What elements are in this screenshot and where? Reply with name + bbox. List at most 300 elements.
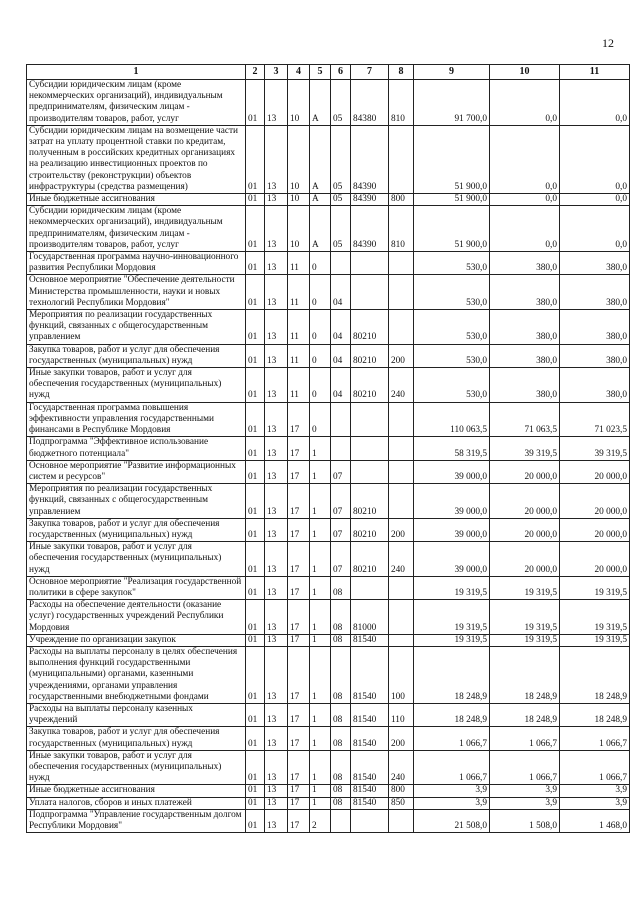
amount-cell: 0,0 <box>560 194 630 206</box>
table-row <box>27 797 630 809</box>
code-cell: 1 <box>310 600 331 635</box>
code-cell: 200 <box>389 727 414 750</box>
amount-cell: 380,0 <box>560 344 630 367</box>
code-cell: 17 <box>288 600 310 635</box>
code-cell: 240 <box>389 368 414 403</box>
row-name-cell: Мероприятия по реализации государственных функций, связанных с общегосударственным управлением <box>27 484 246 519</box>
code-cell: 17 <box>288 460 310 483</box>
code-cell: 1 <box>310 542 331 577</box>
code-cell: 04 <box>331 344 351 367</box>
code-cell: 80210 <box>351 484 389 519</box>
code-cell: 17 <box>288 402 310 437</box>
table-row <box>27 750 630 785</box>
amount-cell: 19 319,5 <box>490 576 560 599</box>
table-row <box>27 252 630 275</box>
amount-cell: 1 066,7 <box>560 727 630 750</box>
row-name-cell: Субсидии юридическим лицам (кроме некоммерческих организаций), индивидуальным предпринимателям, физическим лицам - производителям товаров, работ, услуг <box>27 80 246 126</box>
code-cell: 01 <box>246 542 265 577</box>
amount-cell: 1 468,0 <box>560 809 630 832</box>
code-cell: 05 <box>331 194 351 206</box>
amount-cell: 18 248,9 <box>560 646 630 703</box>
code-cell: 08 <box>331 646 351 703</box>
code-cell: 1 <box>310 785 331 797</box>
code-cell: 81540 <box>351 703 389 726</box>
code-cell: 81540 <box>351 750 389 785</box>
amount-cell: 380,0 <box>490 275 560 310</box>
code-cell: 01 <box>246 80 265 126</box>
code-cell: 13 <box>265 785 288 797</box>
code-cell: 08 <box>331 576 351 599</box>
code-cell: 13 <box>265 344 288 367</box>
amount-cell: 19 319,5 <box>490 600 560 635</box>
amount-cell: 18 248,9 <box>414 703 490 726</box>
code-cell: А <box>310 206 331 252</box>
amount-cell: 3,9 <box>490 785 560 797</box>
code-cell: 84390 <box>351 125 389 193</box>
code-cell: 17 <box>288 542 310 577</box>
table-row <box>27 727 630 750</box>
table-row <box>27 518 630 541</box>
amount-cell: 39 000,0 <box>414 542 490 577</box>
amount-cell: 58 319,5 <box>414 437 490 460</box>
code-cell <box>351 275 389 310</box>
amount-cell: 18 248,9 <box>414 646 490 703</box>
code-cell: 850 <box>389 797 414 809</box>
row-name-cell: Иные закупки товаров, работ и услуг для обеспечения государственных (муниципальных) нужд <box>27 368 246 403</box>
code-cell: 0 <box>310 275 331 310</box>
code-cell: 17 <box>288 750 310 785</box>
code-cell <box>389 437 414 460</box>
code-cell <box>351 460 389 483</box>
code-cell: 1 <box>310 727 331 750</box>
code-cell: 13 <box>265 368 288 403</box>
code-cell: 08 <box>331 797 351 809</box>
code-cell: 17 <box>288 576 310 599</box>
code-cell: 04 <box>331 368 351 403</box>
amount-cell: 39 319,5 <box>490 437 560 460</box>
code-cell: 08 <box>331 600 351 635</box>
code-cell: 10 <box>288 80 310 126</box>
code-cell: 17 <box>288 809 310 832</box>
code-cell: 80210 <box>351 542 389 577</box>
code-cell: 01 <box>246 402 265 437</box>
amount-cell: 0,0 <box>490 194 560 206</box>
code-cell <box>389 460 414 483</box>
budget-table <box>26 64 630 833</box>
code-cell: 05 <box>331 125 351 193</box>
code-cell: 1 <box>310 634 331 646</box>
amount-cell: 39 000,0 <box>414 484 490 519</box>
code-cell: 13 <box>265 310 288 345</box>
code-cell: 08 <box>331 750 351 785</box>
code-cell: 13 <box>265 275 288 310</box>
row-name-cell: Основное мероприятие "Развитие информационных систем и ресурсов" <box>27 460 246 483</box>
amount-cell: 530,0 <box>414 275 490 310</box>
code-cell: 81540 <box>351 797 389 809</box>
amount-cell: 19 319,5 <box>414 634 490 646</box>
amount-cell: 3,9 <box>414 797 490 809</box>
column-header: 2 <box>246 65 265 80</box>
amount-cell: 18 248,9 <box>490 646 560 703</box>
code-cell: 01 <box>246 646 265 703</box>
amount-cell: 530,0 <box>414 344 490 367</box>
table-row <box>27 402 630 437</box>
amount-cell: 1 066,7 <box>414 727 490 750</box>
amount-cell: 20 000,0 <box>560 542 630 577</box>
header-row <box>27 65 630 80</box>
amount-cell: 18 248,9 <box>490 703 560 726</box>
code-cell: 01 <box>246 703 265 726</box>
table-row <box>27 80 630 126</box>
amount-cell: 20 000,0 <box>560 518 630 541</box>
code-cell: 01 <box>246 634 265 646</box>
amount-cell: 1 066,7 <box>490 727 560 750</box>
code-cell <box>389 402 414 437</box>
code-cell: 17 <box>288 727 310 750</box>
code-cell: 01 <box>246 125 265 193</box>
code-cell <box>351 576 389 599</box>
code-cell: 01 <box>246 460 265 483</box>
code-cell: 200 <box>389 344 414 367</box>
column-header: 11 <box>560 65 630 80</box>
amount-cell: 1 508,0 <box>490 809 560 832</box>
code-cell: 07 <box>331 460 351 483</box>
code-cell <box>389 275 414 310</box>
code-cell: 13 <box>265 703 288 726</box>
amount-cell: 19 319,5 <box>560 576 630 599</box>
code-cell: 01 <box>246 600 265 635</box>
amount-cell: 51 900,0 <box>414 125 490 193</box>
code-cell: 17 <box>288 797 310 809</box>
column-header: 4 <box>288 65 310 80</box>
code-cell: 01 <box>246 368 265 403</box>
code-cell: 01 <box>246 194 265 206</box>
table-row <box>27 437 630 460</box>
amount-cell: 380,0 <box>560 275 630 310</box>
code-cell: 0 <box>310 344 331 367</box>
column-header: 8 <box>389 65 414 80</box>
row-name-cell: Расходы на обеспечение деятельности (оказание услуг) государственных учреждений Республики Мордовия <box>27 600 246 635</box>
amount-cell: 19 319,5 <box>414 600 490 635</box>
amount-cell: 18 248,9 <box>560 703 630 726</box>
code-cell: 13 <box>265 542 288 577</box>
code-cell: 13 <box>265 634 288 646</box>
row-name-cell: Государственная программа научно-инновационного развития Республики Мордовия <box>27 252 246 275</box>
amount-cell: 380,0 <box>490 368 560 403</box>
code-cell: 13 <box>265 252 288 275</box>
amount-cell: 0,0 <box>490 80 560 126</box>
code-cell <box>389 809 414 832</box>
code-cell: 13 <box>265 797 288 809</box>
code-cell: 13 <box>265 750 288 785</box>
amount-cell: 20 000,0 <box>490 460 560 483</box>
code-cell: 81540 <box>351 727 389 750</box>
column-header: 9 <box>414 65 490 80</box>
code-cell <box>389 484 414 519</box>
row-name-cell: Субсидии юридическим лицам (кроме некоммерческих организаций), индивидуальным предпринимателям, физическим лицам - производителям товаров, работ, услуг <box>27 206 246 252</box>
code-cell: 80210 <box>351 518 389 541</box>
code-cell: 13 <box>265 125 288 193</box>
table-row <box>27 368 630 403</box>
code-cell: 13 <box>265 646 288 703</box>
code-cell: 13 <box>265 727 288 750</box>
code-cell: 01 <box>246 727 265 750</box>
code-cell: 01 <box>246 252 265 275</box>
code-cell: 80210 <box>351 310 389 345</box>
code-cell: 17 <box>288 437 310 460</box>
code-cell: 05 <box>331 206 351 252</box>
column-header: 7 <box>351 65 389 80</box>
code-cell: 80210 <box>351 368 389 403</box>
code-cell: 1 <box>310 460 331 483</box>
row-name-cell: Закупка товаров, работ и услуг для обеспечения государственных (муниципальных) нужд <box>27 344 246 367</box>
code-cell: 100 <box>389 646 414 703</box>
amount-cell: 39 000,0 <box>414 460 490 483</box>
code-cell: 13 <box>265 194 288 206</box>
row-name-cell: Государственная программа повышения эффективности управления государственными финансами в Республике Мордовия <box>27 402 246 437</box>
code-cell: 13 <box>265 600 288 635</box>
code-cell: 01 <box>246 518 265 541</box>
code-cell <box>389 634 414 646</box>
code-cell: 200 <box>389 518 414 541</box>
code-cell: 17 <box>288 518 310 541</box>
code-cell: 81540 <box>351 646 389 703</box>
code-cell: 01 <box>246 310 265 345</box>
code-cell: 11 <box>288 252 310 275</box>
code-cell: 800 <box>389 194 414 206</box>
row-name-cell: Закупка товаров, работ и услуг для обеспечения государственных (муниципальных) нужд <box>27 727 246 750</box>
amount-cell: 21 508,0 <box>414 809 490 832</box>
column-header: 6 <box>331 65 351 80</box>
code-cell: 01 <box>246 785 265 797</box>
table-row <box>27 646 630 703</box>
table-row <box>27 275 630 310</box>
code-cell: А <box>310 80 331 126</box>
amount-cell: 19 319,5 <box>560 600 630 635</box>
amount-cell: 3,9 <box>560 797 630 809</box>
code-cell: 810 <box>389 206 414 252</box>
code-cell: 1 <box>310 484 331 519</box>
column-header: 1 <box>27 65 246 80</box>
code-cell: 13 <box>265 484 288 519</box>
amount-cell: 19 319,5 <box>490 634 560 646</box>
code-cell: 81540 <box>351 785 389 797</box>
row-name-cell: Мероприятия по реализации государственных функций, связанных с общегосударственным управлением <box>27 310 246 345</box>
code-cell <box>351 402 389 437</box>
row-name-cell: Закупка товаров, работ и услуг для обеспечения государственных (муниципальных) нужд <box>27 518 246 541</box>
code-cell: 81540 <box>351 634 389 646</box>
code-cell: 10 <box>288 125 310 193</box>
code-cell: 240 <box>389 750 414 785</box>
code-cell <box>389 125 414 193</box>
amount-cell: 380,0 <box>490 252 560 275</box>
code-cell: 0 <box>310 252 331 275</box>
table-row <box>27 206 630 252</box>
code-cell <box>331 402 351 437</box>
amount-cell: 3,9 <box>490 797 560 809</box>
table-row <box>27 460 630 483</box>
code-cell: А <box>310 125 331 193</box>
amount-cell: 20 000,0 <box>560 460 630 483</box>
row-name-cell: Основное мероприятие "Реализация государственной политики в сфере закупок" <box>27 576 246 599</box>
code-cell: 1 <box>310 518 331 541</box>
code-cell: 01 <box>246 750 265 785</box>
page-number: 12 <box>602 36 614 50</box>
code-cell: 01 <box>246 275 265 310</box>
code-cell: 13 <box>265 437 288 460</box>
code-cell: 0 <box>310 402 331 437</box>
code-cell: 17 <box>288 484 310 519</box>
code-cell: 17 <box>288 703 310 726</box>
amount-cell: 19 319,5 <box>414 576 490 599</box>
amount-cell: 39 000,0 <box>414 518 490 541</box>
amount-cell: 530,0 <box>414 368 490 403</box>
row-name-cell: Расходы на выплаты персоналу казенных учреждений <box>27 703 246 726</box>
amount-cell: 380,0 <box>560 252 630 275</box>
code-cell <box>351 252 389 275</box>
code-cell <box>331 252 351 275</box>
amount-cell: 91 700,0 <box>414 80 490 126</box>
code-cell: 01 <box>246 484 265 519</box>
row-name-cell: Подпрограмма "Управление государственным долгом Республики Мордовия" <box>27 809 246 832</box>
code-cell: 11 <box>288 310 310 345</box>
column-header: 10 <box>490 65 560 80</box>
code-cell: 17 <box>288 646 310 703</box>
amount-cell: 71 023,5 <box>560 402 630 437</box>
code-cell: 08 <box>331 727 351 750</box>
row-name-cell: Субсидии юридическим лицам на возмещение части затрат на уплату процентной ставки по кредитам, полученным в российских кредитных организациях на реализацию инвестиционных проектов по строительству (реконструкции) объектов инфраструктуры (средства размещения) <box>27 125 246 193</box>
code-cell <box>331 437 351 460</box>
code-cell: 07 <box>331 484 351 519</box>
code-cell: 13 <box>265 402 288 437</box>
row-name-cell: Подпрограмма "Эффективное использование бюджетного потенциала" <box>27 437 246 460</box>
table-row <box>27 785 630 797</box>
amount-cell: 1 066,7 <box>490 750 560 785</box>
amount-cell: 110 063,5 <box>414 402 490 437</box>
code-cell <box>389 600 414 635</box>
table-row <box>27 125 630 193</box>
row-name-cell: Иные закупки товаров, работ и услуг для обеспечения государственных (муниципальных) нужд <box>27 542 246 577</box>
amount-cell: 380,0 <box>490 344 560 367</box>
column-header: 3 <box>265 65 288 80</box>
code-cell: 1 <box>310 750 331 785</box>
table-row <box>27 310 630 345</box>
table-row <box>27 344 630 367</box>
code-cell: 1 <box>310 437 331 460</box>
row-name-cell: Иные закупки товаров, работ и услуг для обеспечения государственных (муниципальных) нужд <box>27 750 246 785</box>
code-cell: 01 <box>246 344 265 367</box>
code-cell <box>389 576 414 599</box>
code-cell: 08 <box>331 703 351 726</box>
code-cell: А <box>310 194 331 206</box>
code-cell: 04 <box>331 310 351 345</box>
row-name-cell: Основное мероприятие "Обеспечение деятельности Министерства промышленности, науки и новых технологий Республики Мордовия" <box>27 275 246 310</box>
amount-cell: 380,0 <box>560 368 630 403</box>
code-cell: 04 <box>331 275 351 310</box>
code-cell: 81000 <box>351 600 389 635</box>
code-cell: 10 <box>288 194 310 206</box>
amount-cell: 20 000,0 <box>490 484 560 519</box>
code-cell: 13 <box>265 460 288 483</box>
code-cell: 17 <box>288 785 310 797</box>
code-cell: 13 <box>265 206 288 252</box>
row-name-cell: Уплата налогов, сборов и иных платежей <box>27 797 246 809</box>
row-name-cell: Иные бюджетные ассигнования <box>27 785 246 797</box>
amount-cell: 0,0 <box>490 125 560 193</box>
code-cell: 11 <box>288 275 310 310</box>
amount-cell: 71 063,5 <box>490 402 560 437</box>
row-name-cell: Учреждение по организации закупок <box>27 634 246 646</box>
amount-cell: 20 000,0 <box>560 484 630 519</box>
code-cell: 17 <box>288 634 310 646</box>
code-cell: 0 <box>310 368 331 403</box>
code-cell: 07 <box>331 518 351 541</box>
code-cell: 84390 <box>351 206 389 252</box>
amount-cell: 0,0 <box>560 125 630 193</box>
amount-cell: 1 066,7 <box>560 750 630 785</box>
amount-cell: 3,9 <box>560 785 630 797</box>
code-cell: 1 <box>310 703 331 726</box>
code-cell: 84390 <box>351 194 389 206</box>
table-row <box>27 484 630 519</box>
table-row <box>27 542 630 577</box>
code-cell <box>351 809 389 832</box>
amount-cell: 3,9 <box>414 785 490 797</box>
code-cell: 13 <box>265 576 288 599</box>
code-cell: 110 <box>389 703 414 726</box>
amount-cell: 39 319,5 <box>560 437 630 460</box>
table-row <box>27 809 630 832</box>
amount-cell: 0,0 <box>560 80 630 126</box>
amount-cell: 0,0 <box>490 206 560 252</box>
amount-cell: 19 319,5 <box>560 634 630 646</box>
code-cell <box>389 310 414 345</box>
code-cell <box>351 437 389 460</box>
code-cell: 84380 <box>351 80 389 126</box>
amount-cell: 530,0 <box>414 310 490 345</box>
code-cell: 11 <box>288 368 310 403</box>
amount-cell: 0,0 <box>560 206 630 252</box>
amount-cell: 380,0 <box>560 310 630 345</box>
amount-cell: 51 900,0 <box>414 194 490 206</box>
code-cell <box>389 252 414 275</box>
code-cell: 240 <box>389 542 414 577</box>
table-row <box>27 576 630 599</box>
code-cell: 01 <box>246 206 265 252</box>
code-cell: 1 <box>310 646 331 703</box>
amount-cell: 20 000,0 <box>490 518 560 541</box>
column-header: 5 <box>310 65 331 80</box>
code-cell: 10 <box>288 206 310 252</box>
amount-cell: 1 066,7 <box>414 750 490 785</box>
amount-cell: 20 000,0 <box>490 542 560 577</box>
code-cell: 810 <box>389 80 414 126</box>
table-row <box>27 634 630 646</box>
code-cell: 01 <box>246 437 265 460</box>
amount-cell: 530,0 <box>414 252 490 275</box>
code-cell: 1 <box>310 797 331 809</box>
code-cell: 01 <box>246 797 265 809</box>
code-cell <box>331 809 351 832</box>
code-cell: 11 <box>288 344 310 367</box>
amount-cell: 380,0 <box>490 310 560 345</box>
code-cell: 01 <box>246 809 265 832</box>
code-cell: 2 <box>310 809 331 832</box>
code-cell: 08 <box>331 634 351 646</box>
code-cell: 13 <box>265 518 288 541</box>
code-cell: 13 <box>265 809 288 832</box>
code-cell: 05 <box>331 80 351 126</box>
